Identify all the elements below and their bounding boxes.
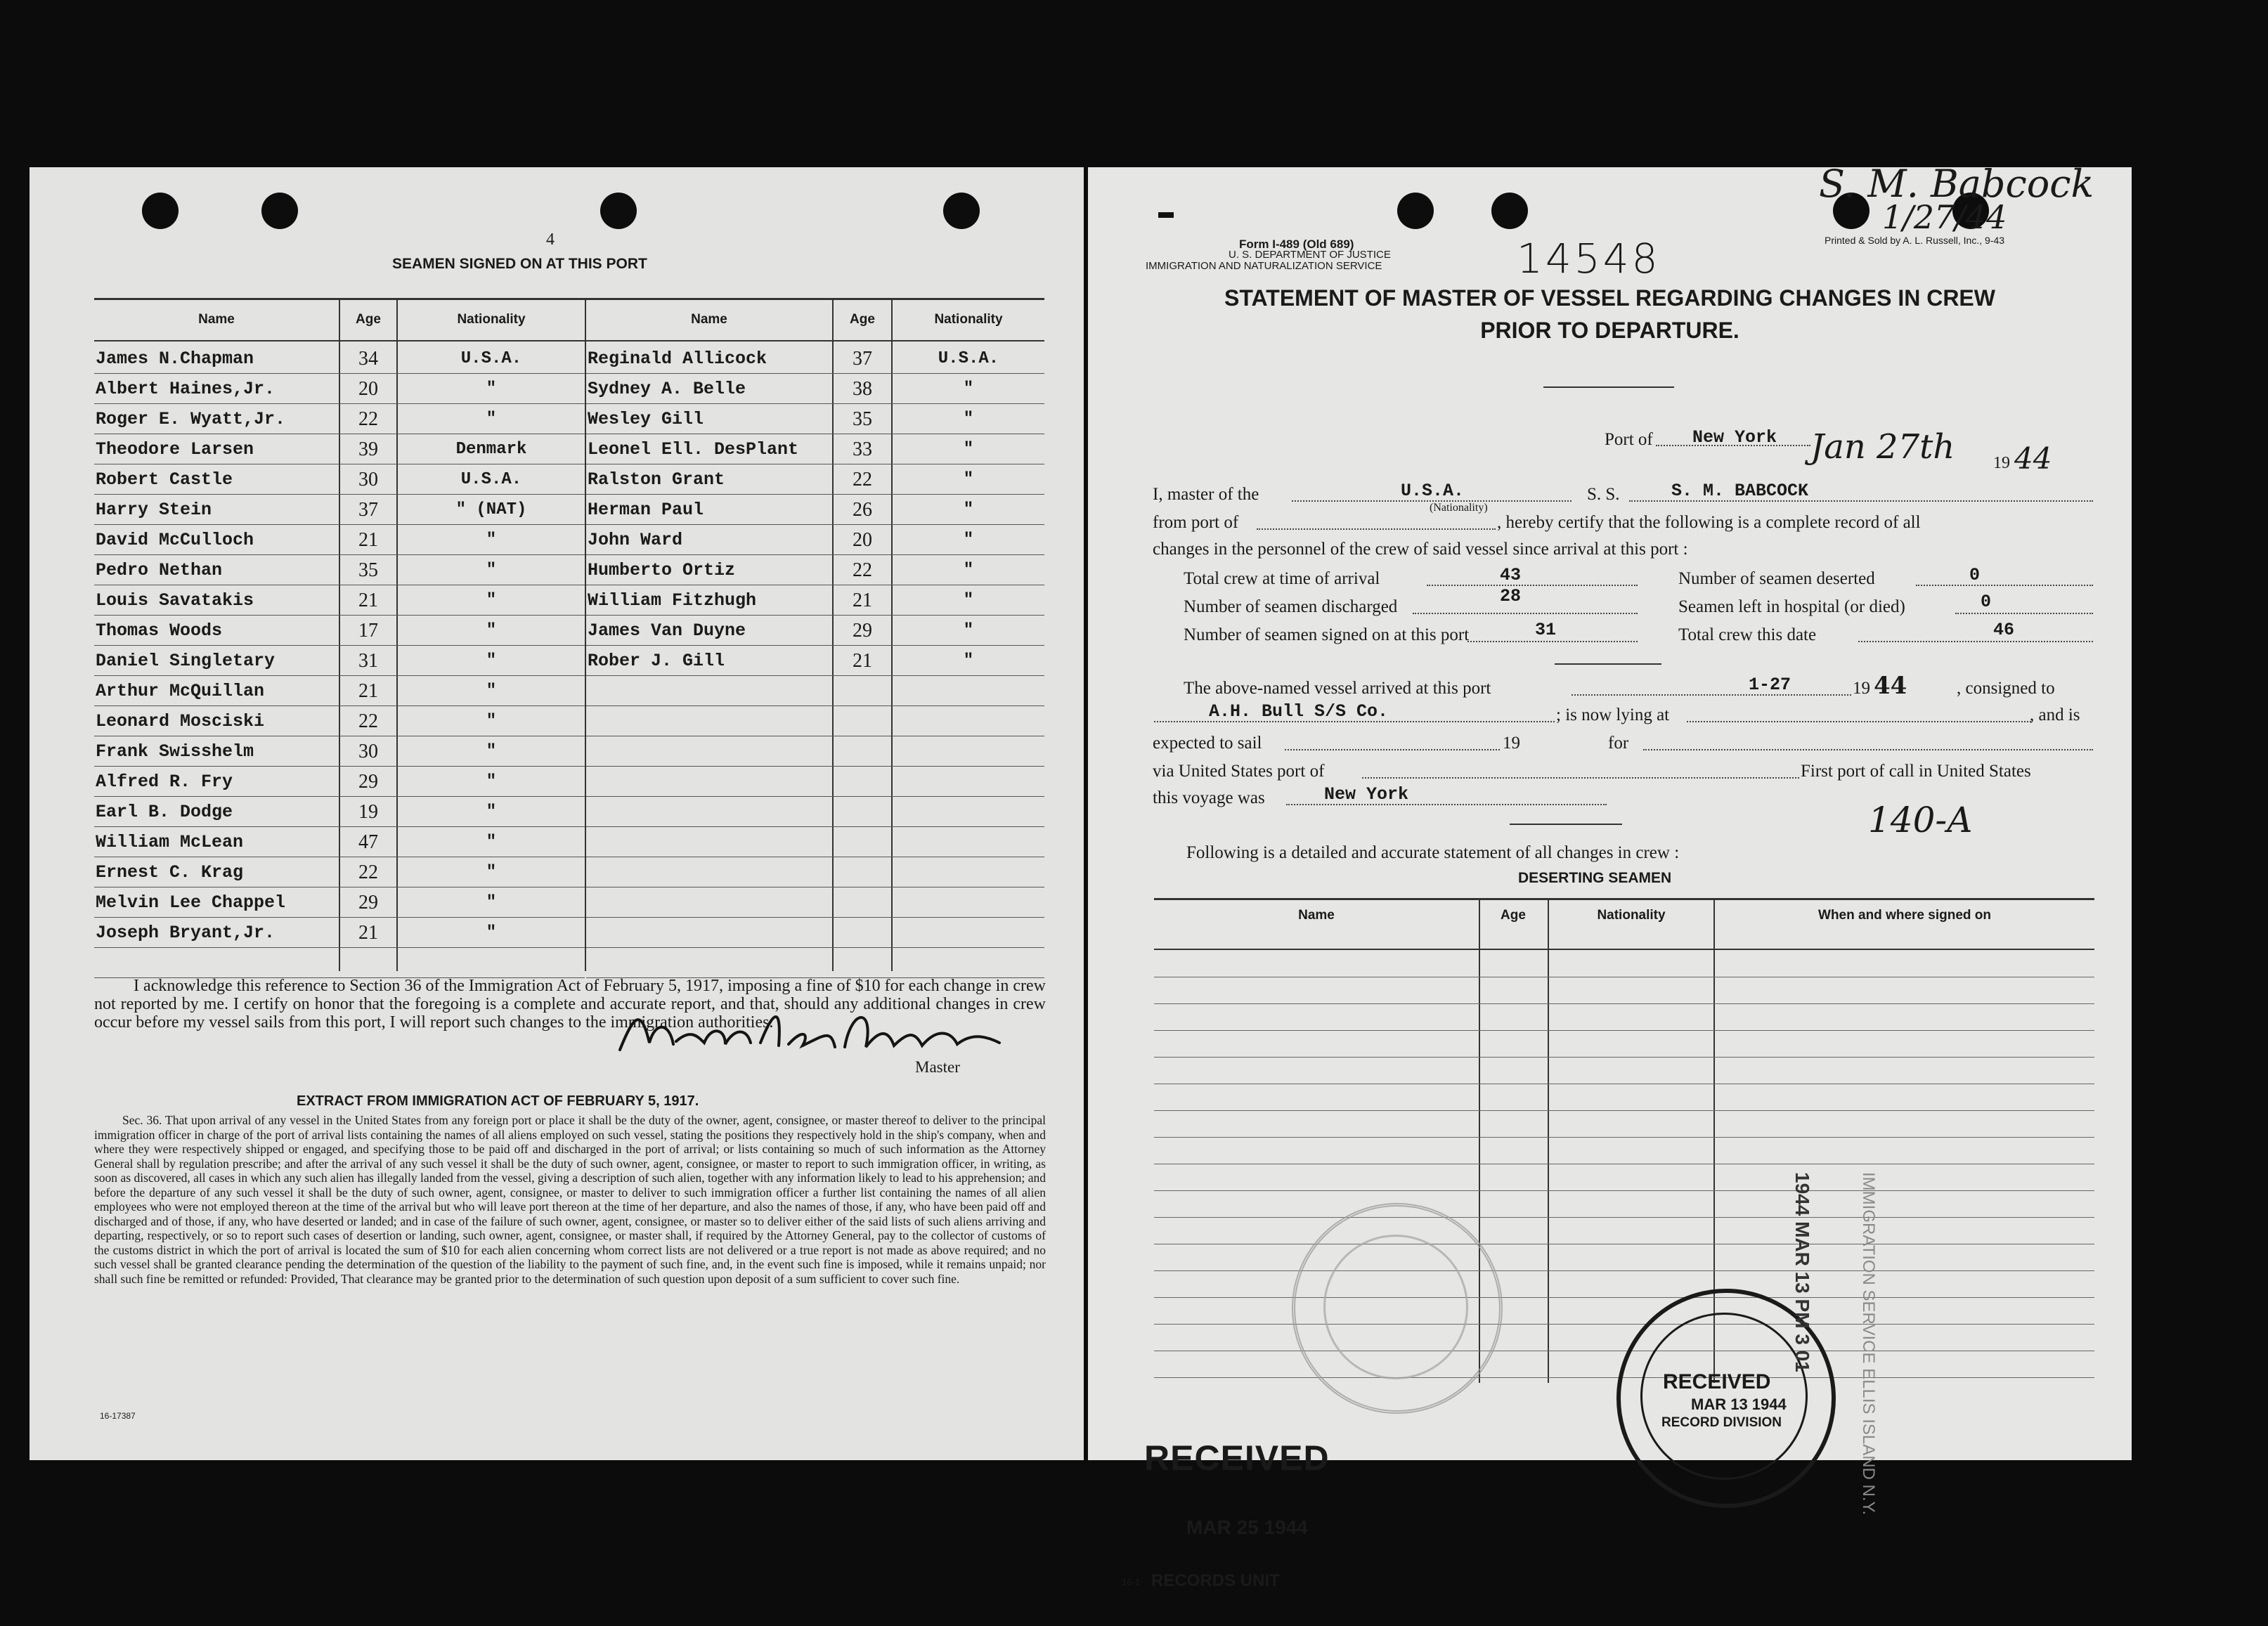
crew-name: Louis Savatakis [96, 590, 254, 611]
crew-age: 29 [358, 771, 378, 793]
col-header-name: Name [1298, 908, 1335, 923]
crew-age: 31 [358, 650, 378, 672]
crew-age: 19 [358, 801, 378, 823]
printer-note: Printed & Sold by A. L. Russell, Inc., 9-43 [1825, 235, 2005, 246]
col-header-when-where: When and where signed on [1818, 908, 1991, 923]
crew-age: 26 [853, 499, 872, 521]
record-stamp-date: MAR 13 1944 [1691, 1396, 1787, 1413]
crew-nationality: " [963, 621, 974, 640]
crew-nationality: " [486, 591, 497, 610]
crew-nationality: " [486, 802, 497, 821]
via-label: via United States port of [1153, 762, 1325, 781]
crew-name: Joseph Bryant,Jr. [96, 923, 276, 943]
crew-age: 21 [358, 590, 378, 611]
crew-name: Ernest C. Krag [96, 862, 244, 883]
crew-age: 21 [358, 922, 378, 944]
crew-nationality: " [486, 621, 497, 640]
port-value: New York [1692, 427, 1777, 448]
arrived-year-prefix: 19 [1853, 679, 1870, 698]
crew-age: 37 [358, 499, 378, 521]
record-stamp-division: RECORD DIVISION [1661, 1415, 1782, 1430]
nationality-caption: (Nationality) [1430, 502, 1488, 514]
form-title-line2: PRIOR TO DEPARTURE. [1480, 318, 1739, 343]
crew-name: Theodore Larsen [96, 439, 254, 460]
crew-name: David McCulloch [96, 530, 254, 550]
handwritten-date: 1/27/44 [1882, 198, 2007, 236]
crew-name: Rober J. Gill [588, 651, 725, 671]
crew-nationality: " [963, 531, 974, 549]
crew-age: 22 [358, 710, 378, 732]
handwritten-vessel: S. M. Babcock [1819, 162, 2094, 206]
col-header-nationality: Nationality [457, 312, 526, 327]
col-header-nationality: Nationality [934, 312, 1003, 327]
crew-age: 21 [853, 650, 872, 672]
crew-age: 38 [853, 378, 872, 400]
sail-year: 19 [1503, 734, 1520, 753]
vessel-name: S. M. BABCOCK [1671, 481, 1809, 501]
form-number: Form I-489 (Old 689) [1239, 238, 1354, 251]
crew-age: 22 [358, 408, 378, 430]
first-port-label: First port of call in United States [1801, 762, 2031, 781]
col-header-nationality: Nationality [1597, 908, 1666, 923]
crew-age: 22 [358, 861, 378, 883]
col-header-age: Age [1501, 908, 1526, 923]
arrived-year: 44 [1874, 672, 1907, 700]
crew-name: Thomas Woods [96, 620, 223, 641]
crew-nationality: " [486, 651, 497, 670]
form-code: 16-1 [1122, 1577, 1141, 1587]
crew-name: Pedro Nethan [96, 560, 223, 580]
crew-name: Robert Castle [96, 469, 233, 490]
voyage-port: New York [1324, 784, 1409, 805]
crew-nationality: " (NAT) [455, 500, 527, 519]
col-header-name: Name [198, 312, 235, 327]
certify-text-2: changes in the personnel of the crew of said vessel since arrival at this port : [1153, 540, 1688, 559]
master-signature [613, 1001, 1006, 1064]
arrived-label: The above-named vessel arrived at this port [1184, 679, 1491, 698]
total-crew-date-label: Total crew this date [1678, 625, 1817, 644]
master-of-label: I, master of the [1153, 485, 1259, 504]
certify-text: , hereby certify that the following is a complete record of all [1497, 513, 1921, 532]
handwritten-date-jan: Jan 27th [1810, 427, 1955, 467]
section-heading: SEAMEN SIGNED ON AT THIS PORT [392, 256, 647, 272]
total-crew-date-value: 46 [1993, 620, 2015, 640]
crew-age: 29 [853, 620, 872, 642]
crew-age: 17 [358, 620, 378, 642]
crew-nationality: " [963, 410, 974, 429]
received-stamp: RECEIVED [1144, 1438, 1330, 1478]
extract-heading: EXTRACT FROM IMMIGRATION ACT OF FEBRUARY 5, 1917. [297, 1093, 699, 1109]
crew-name: Arthur McQuillan [96, 681, 265, 701]
faint-vertical-stamp: IMMIGRATION SERVICE ELLIS ISLAND N.Y. [1859, 1172, 1878, 1516]
crew-name: James N.Chapman [96, 349, 254, 369]
crew-name: William McLean [96, 832, 244, 852]
arrived-date: 1-27 [1749, 675, 1791, 695]
crew-nationality: U.S.A. [460, 470, 522, 489]
crew-name: Leonel Ell. DesPlant [588, 439, 799, 460]
crew-nationality: " [963, 440, 974, 459]
crew-name: Alfred R. Fry [96, 772, 233, 792]
divider [1555, 663, 1661, 665]
crew-nationality: " [486, 410, 497, 429]
crew-nationality: " [486, 561, 497, 580]
punch-hole [600, 193, 637, 229]
crew-nationality: " [963, 470, 974, 489]
crew-age: 20 [358, 378, 378, 400]
crew-age: 47 [358, 831, 378, 853]
year-prefix: 19 [1993, 454, 2010, 472]
hospital-value: 0 [1981, 592, 1992, 612]
master-label: Master [915, 1058, 960, 1076]
from-port-label: from port of [1153, 513, 1239, 532]
binding-mark [1158, 212, 1174, 218]
service: IMMIGRATION AND NATURALIZATION SERVICE [1146, 260, 1382, 272]
crew-nationality: " [486, 923, 497, 942]
crew-nationality: " [486, 712, 497, 731]
left-page [30, 167, 1084, 1460]
crew-nationality: " [963, 379, 974, 398]
col-header-age: Age [356, 312, 381, 327]
consignee: A.H. Bull S/S Co. [1209, 701, 1389, 722]
crew-age: 30 [358, 741, 378, 762]
received-stamp-date: MAR 25 1944 [1186, 1516, 1308, 1538]
crew-age: 29 [358, 892, 378, 913]
crew-name: Sydney A. Belle [588, 379, 746, 399]
crew-name: Earl B. Dodge [96, 802, 233, 822]
hospital-label: Seamen left in hospital (or died) [1678, 597, 1905, 616]
ss-label: S. S. [1587, 485, 1620, 504]
crew-nationality: " [486, 893, 497, 912]
crew-age: 30 [358, 469, 378, 490]
form-code: 16-17387 [100, 1411, 136, 1421]
crew-nationality: " [486, 379, 497, 398]
punch-hole [142, 193, 179, 229]
crew-nationality: " [963, 591, 974, 610]
crew-name: Frank Swisshelm [96, 741, 254, 762]
crew-name: Harry Stein [96, 500, 212, 520]
total-crew-arrival-value: 43 [1500, 565, 1522, 585]
port-label: Port of [1605, 430, 1653, 449]
crew-name: Reginald Allicock [588, 349, 767, 369]
crew-nationality: " [486, 742, 497, 761]
crew-name: Melvin Lee Chappel [96, 892, 286, 913]
crew-age: 21 [853, 590, 872, 611]
crew-name: Humberto Ortiz [588, 560, 736, 580]
crew-age: 35 [358, 559, 378, 581]
col-header-name: Name [691, 312, 727, 327]
expected-label: expected to sail [1153, 734, 1262, 753]
following-label: Following is a detailed and accurate statement of all changes in crew : [1186, 843, 1680, 862]
signed-on-label: Number of seamen signed on at this port [1184, 625, 1470, 644]
crew-name: Wesley Gill [588, 409, 704, 429]
col-header-age: Age [850, 312, 875, 327]
crew-name: Albert Haines,Jr. [96, 379, 276, 399]
extract-text: Sec. 36. That upon arrival of any vessel in the United States from any foreign port or place it shall be the duty of the owner, agent, consignee, or master thereof to deliver to the principal immigration officer in charge of the port of arrival lists containing the names of all aliens employed on such vessel, stating the positions they respectively hold in the ship's company, when and where they were respectively shipped or engaged, and specifying those to be paid off and discharged in the port of arrival; or lists containing so much of such information as the Attorney General shall by regulation prescribe; and after the arrival of any such vessel it shall be the duty of such owner, agent, consignee, or master to report to such immigration officer, in writing, as soon as discovered, all cases in which any such alien has illegally landed from the vessel, giving a description of such alien, together with any information likely to lead to his apprehension; and before the departure of any such vessel it shall be the duty of such owner, agent, consignee, or master to deliver to such immigration officer a further list containing the names of all alien employees who were not employed thereon at the time of the arrival but who will leave port thereon at the time of her departure, and also the names of those, if any, who have been paid off and discharged and of those, if any, who have deserted or landed; and in case of the failure of such owner, agent, consignee, or master so to deliver either of the said lists of such aliens arriving and departing, respectively, or so to report such cases of desertion or landing, such owner, agent, consignee, or master shall, if required by the Attorney General, pay to the collector of customs of the customs district in which the port of arrival is located the sum of $10 for each alien concerning whom correct lists are not delivered or a true report is not made as above required; and no such vessel shall be granted clearance pending the determination of the question of the liability to the payment of such fine, and, in the event such fine is imposed, while it remains unpaid; nor shall such fine be remitted or refunded: Provided, That clearance may be granted prior to the determination of such question upon deposit of a sum sufficient to cover such fine. [94, 1113, 1046, 1286]
right-page [1088, 162, 2132, 1590]
divider [1543, 386, 1674, 388]
and-is-label: , and is [2030, 705, 2080, 724]
deserted-label: Number of seamen deserted [1678, 569, 1875, 588]
records-unit-stamp: RECORDS UNIT [1151, 1571, 1280, 1590]
crew-age: 22 [853, 469, 872, 490]
nationality-value: U.S.A. [1401, 481, 1465, 501]
crew-name: Leonard Mosciski [96, 711, 265, 731]
crew-nationality: " [486, 833, 497, 852]
total-crew-arrival-label: Total crew at time of arrival [1184, 569, 1380, 588]
crew-name: William Fitzhugh [588, 590, 757, 611]
time-stamp: 1944 MAR 13 PM 3 01 [1791, 1172, 1813, 1372]
discharged-label: Number of seamen discharged [1184, 597, 1398, 616]
crew-nationality: Denmark [455, 440, 527, 459]
crew-nationality: U.S.A. [460, 349, 522, 368]
crew-name: Ralston Grant [588, 469, 725, 490]
acknowledgement-text: I acknowledge this reference to Section 36 of the Immigration Act of February 5, 1917, imposing a fine of $10 for each change in crew not reported by me. I certify on honor that the foregoing is a complete and accurate report, and that, should any additional changes in crew occur before my vessel sails from this port, I will report such changes to the immigration authorities. [94, 977, 1046, 1032]
crew-nationality: " [963, 651, 974, 670]
faint-circular-stamp [1292, 1203, 1503, 1414]
crew-name: James Van Duyne [588, 620, 746, 641]
crew-age: 22 [853, 559, 872, 581]
department: U. S. DEPARTMENT OF JUSTICE [1229, 249, 1391, 261]
deserted-value: 0 [1969, 565, 1981, 585]
crew-age: 20 [853, 529, 872, 551]
deserting-heading: DESERTING SEAMEN [1518, 870, 1672, 886]
for-label: for [1608, 734, 1629, 753]
discharged-value: 28 [1500, 586, 1522, 606]
crew-age: 39 [358, 438, 378, 460]
punch-hole [1397, 193, 1434, 229]
voyage-label: this voyage was [1153, 788, 1265, 807]
crew-nationality: U.S.A. [938, 349, 999, 368]
punch-hole [943, 193, 980, 229]
punch-hole [261, 193, 298, 229]
crew-nationality: " [963, 500, 974, 519]
crew-name: Herman Paul [588, 500, 704, 520]
crew-name: John Ward [588, 530, 683, 550]
crew-age: 21 [358, 529, 378, 551]
crew-nationality: " [486, 772, 497, 791]
crew-age: 37 [853, 348, 872, 370]
divider [1510, 824, 1622, 825]
crew-nationality: " [486, 863, 497, 882]
crew-age: 35 [853, 408, 872, 430]
year-suffix: 44 [2014, 441, 2052, 476]
record-stamp-text: RECEIVED [1663, 1370, 1771, 1393]
crew-nationality: " [486, 531, 497, 549]
crew-name: Roger E. Wyatt,Jr. [96, 409, 286, 429]
signed-on-value: 31 [1535, 620, 1557, 640]
file-number: 14548 [1517, 235, 1661, 282]
crew-nationality: " [486, 682, 497, 701]
form-title: STATEMENT OF MASTER OF VESSEL REGARDING CHANGES IN CREW [1224, 285, 1995, 311]
lying-label: ; is now lying at [1556, 705, 1670, 724]
crew-age: 21 [358, 680, 378, 702]
page-number: 4 [546, 230, 555, 249]
crew-age: 33 [853, 438, 872, 460]
consigned-label: , consigned to [1957, 679, 2055, 698]
crew-age: 34 [358, 348, 378, 370]
crew-nationality: " [963, 561, 974, 580]
handwritten-code: 140-A [1868, 800, 1973, 840]
punch-hole [1491, 193, 1528, 229]
crew-name: Daniel Singletary [96, 651, 276, 671]
